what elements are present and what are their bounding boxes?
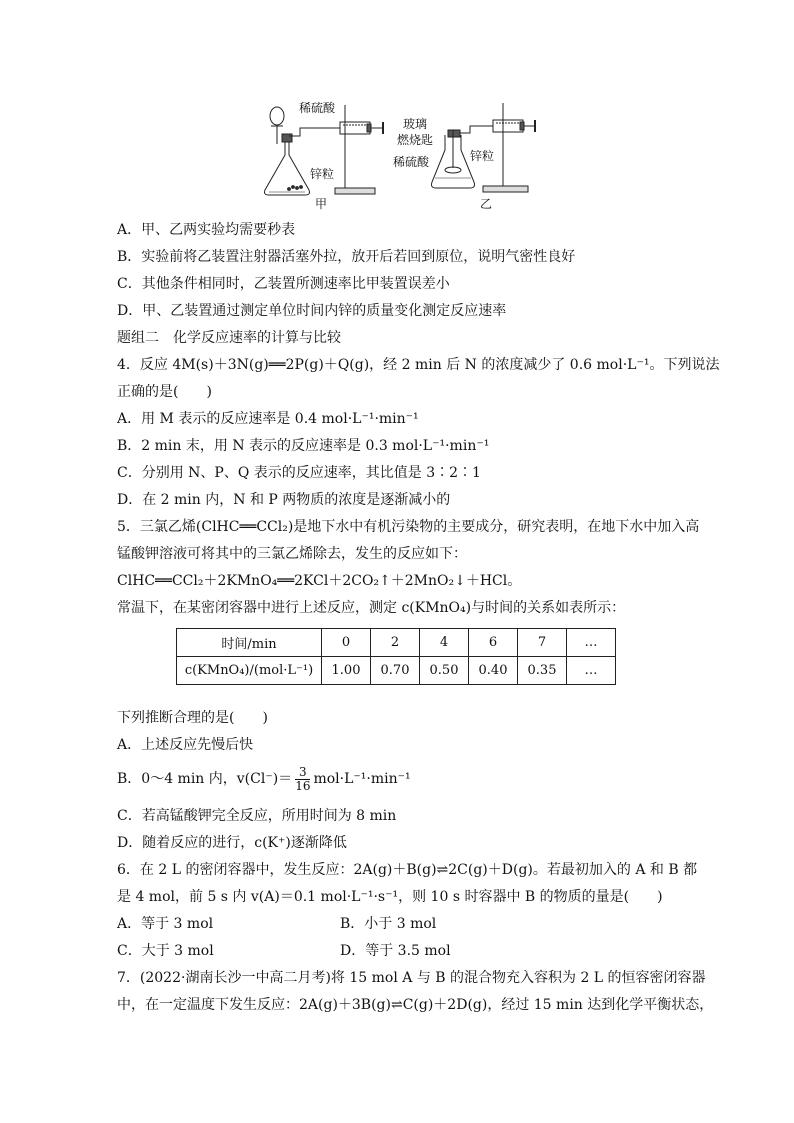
q5-stem-line1: 5．三氯乙烯(ClHC══CCl₂)是地下水中有机污染物的主要成分，研究表明，在地下水中加入高 — [117, 519, 700, 535]
label-yi-glass: 玻璃 — [403, 117, 428, 131]
q5-stem-line3: 常温下，在某密闭容器中进行上述反应，测定 c(KMnO₄)与时间的关系如表所示： — [117, 600, 626, 616]
q6-option-a[interactable]: A．等于 3 mol — [117, 916, 214, 932]
fraction-numerator: 3 — [295, 766, 310, 780]
table-cell: 7 — [518, 629, 567, 657]
label-jia-acid: 稀硫酸 — [299, 101, 336, 115]
table-cell: 2 — [371, 629, 420, 657]
apparatus-diagram — [255, 100, 545, 212]
q3-option-a[interactable]: A．甲、乙两实验均需要秒表 — [117, 222, 296, 238]
q3-option-d[interactable]: D．甲、乙装置通过测定单位时间内锌的质量变化测定反应速率 — [117, 303, 507, 319]
q4-stem-line2: 正确的是( ) — [117, 384, 212, 400]
caption-jia: 甲 — [315, 197, 328, 211]
label-yi-zinc: 锌粒 — [470, 149, 495, 163]
syringe-yi — [493, 120, 535, 132]
label-yi-acid: 稀硫酸 — [393, 155, 430, 169]
table-cell: 0.35 — [518, 657, 567, 685]
q4-option-d[interactable]: D．在 2 min 内，N 和 P 两物质的浓度是逐渐减小的 — [117, 492, 451, 508]
q4-option-c[interactable]: C．分别用 N、P、Q 表示的反应速率，其比值是 3∶2∶1 — [117, 465, 481, 481]
table-cell: … — [567, 657, 616, 685]
fraction-denominator: 16 — [295, 778, 311, 793]
table-cell: 6 — [469, 629, 518, 657]
table-header-conc: c(KMnO₄)/(mol·L⁻¹) — [177, 657, 322, 685]
q4-option-a[interactable]: A．用 M 表示的反应速率是 0.4 mol·L⁻¹·min⁻¹ — [117, 411, 419, 427]
q3-option-c[interactable]: C．其他条件相同时，乙装置所测速率比甲装置误差小 — [117, 276, 450, 292]
q4-stem-line1: 4．反应 4M(s)＋3N(g)══2P(g)＋Q(g)，经 2 min 后 N 的浓度减少了 0.6 mol·L⁻¹。下列说法 — [117, 357, 720, 373]
q4-option-b[interactable]: B．2 min 末，用 N 表示的反应速率是 0.3 mol·L⁻¹·min⁻¹ — [117, 438, 490, 454]
table-cell: 0.70 — [371, 657, 420, 685]
q5-stem-line2: 锰酸钾溶液可将其中的三氯乙烯除去，发生的反应如下： — [117, 546, 467, 562]
stand-yi — [483, 103, 528, 192]
q6-stem-line1: 6．在 2 L 的密闭容器中，发生反应：2A(g)＋B(g)⇌2C(g)＋D(g)。若最初加入的 A 和 B 都 — [117, 862, 698, 878]
table-cell: 0.40 — [469, 657, 518, 685]
fraction — [295, 766, 310, 793]
q5-option-c[interactable]: C．若高锰酸钾完全反应，所用时间为 8 min — [117, 808, 397, 824]
q3-option-b[interactable]: B．实验前将乙装置注射器活塞外拉，放开后若回到原位，说明气密性良好 — [117, 249, 576, 265]
q6-option-d[interactable]: D．等于 3.5 mol — [340, 943, 451, 959]
label-yi-spoon: 燃烧匙 — [397, 133, 434, 147]
q5-option-a[interactable]: A．上述反应先慢后快 — [117, 737, 254, 753]
table-cell: 4 — [420, 629, 469, 657]
table-header-time: 时间/min — [177, 629, 322, 657]
q6-stem-line2: 是 4 mol，前 5 s 内 v(A)＝0.1 mol·L⁻¹·s⁻¹，则 10 s 时容器中 B 的物质的量是( ) — [117, 889, 663, 905]
stand-jia — [335, 105, 375, 194]
q6-option-c[interactable]: C．大于 3 mol — [117, 943, 214, 959]
syringe-jia — [340, 122, 383, 134]
q5-equation: ClHC══CCl₂＋2KMnO₄══2KCl＋2CO₂↑＋2MnO₂↓＋HCl。 — [117, 573, 522, 589]
q7-stem-line2: 中，在一定温度下发生反应：2A(g)＋3B(g)⇌C(g)＋2D(g)，经过 15 min 达到化学平衡状态， — [117, 997, 714, 1013]
table-cell: 0 — [322, 629, 371, 657]
table-row — [177, 657, 616, 685]
q7-stem-line1: 7．(2022·湖南长沙一中高二月考)将 15 mol A 与 B 的混合物充入容积为 2 L 的恒容密闭容器 — [117, 970, 706, 986]
table-cell: 1.00 — [322, 657, 371, 685]
apparatus-figure — [255, 100, 545, 212]
q5-option-b[interactable] — [117, 764, 411, 794]
flask-jia — [265, 107, 341, 195]
table-cell: … — [567, 629, 616, 657]
label-jia-zinc: 锌粒 — [310, 167, 335, 181]
q5-ask: 下列推断合理的是( ) — [117, 710, 268, 726]
q5-option-b-suffix: mol·L⁻¹·min⁻¹ — [313, 771, 411, 787]
kmno4-table — [176, 628, 616, 685]
q5-option-b-prefix: B．0～4 min 内，v(Cl⁻)＝ — [117, 771, 293, 787]
q6-option-b[interactable]: B．小于 3 mol — [340, 916, 437, 932]
q5-option-d[interactable]: D．随着反应的进行，c(K⁺)逐渐降低 — [117, 835, 347, 851]
table-row — [177, 629, 616, 657]
table-cell: 0.50 — [420, 657, 469, 685]
caption-yi: 乙 — [480, 197, 493, 211]
group2-title: 题组二 化学反应速率的计算与比较 — [117, 330, 341, 346]
